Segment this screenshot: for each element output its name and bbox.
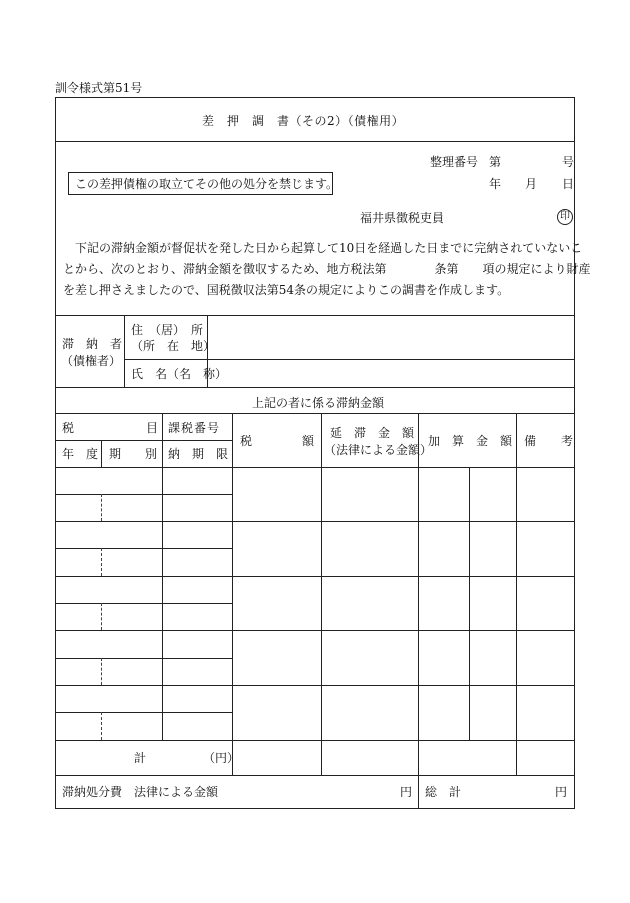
header-tax-item-1: 税 (62, 421, 75, 435)
official-label: 福井県徴税吏員 (360, 211, 445, 225)
dashed-separator (101, 548, 102, 576)
notice-text: この差押債権の取立てその他の処分を禁じます。 (75, 177, 339, 191)
header-delay-1: 延 滞 金 額 (330, 426, 415, 440)
location-label: （所 在 地） (131, 339, 216, 353)
row-line (55, 603, 232, 604)
col-line-remarks (516, 413, 517, 775)
title-divider (55, 141, 575, 142)
debtor-label: 滞 納 者 (62, 337, 123, 351)
statement-line-3: を差し押さえましたので、国税徴収法第54条の規定によりこの調書を作成します。 (63, 283, 510, 297)
col-line-delay (321, 413, 322, 775)
header-tax-amount-1: 税 (240, 434, 253, 448)
form-number: 訓令様式第51号 (55, 81, 143, 95)
header-remarks-2: 考 (561, 434, 574, 448)
address-label: 住 （居） 所 (131, 323, 204, 337)
date-year: 年 (489, 177, 502, 191)
row-group-line (232, 630, 575, 631)
cost-unit: 円 (400, 785, 413, 799)
debtor-sublabel: （債権者） (61, 354, 122, 368)
statement-line-2: とから、次のとおり、滞納金額を徴収するため、地方税法第 条第 項の規定により財産 (63, 262, 591, 276)
row-group-line (232, 576, 575, 577)
statement-line-1: 下記の滞納金額が督促状を発した日から起算して10日を経過した日までに完納されていないこ (75, 241, 583, 255)
row-group-line (232, 685, 575, 686)
amount-section-title: 上記の者に係る滞納金額 (252, 396, 385, 410)
cost-label: 滞納処分費 法律による金額 (62, 785, 219, 799)
header-delay-2: （法律による金額） (324, 443, 433, 457)
row-line (55, 712, 232, 713)
date-month: 月 (525, 177, 538, 191)
row-group-line (232, 521, 575, 522)
page-title: 差 押 調 書（その2）（債権用） (202, 114, 405, 128)
debtor-mid-line (124, 359, 575, 360)
row-line (55, 576, 232, 577)
grand-total-label: 総 計 (425, 785, 462, 799)
header-tax-number: 課税番号 (168, 421, 221, 435)
row-line (55, 685, 232, 686)
col-line-addition (418, 413, 419, 809)
total-bottom-line (55, 775, 575, 776)
debtor-top-line (55, 315, 575, 316)
debtor-divider-1 (124, 315, 125, 387)
total-label: 計 (134, 751, 147, 765)
total-top-line (55, 740, 575, 741)
grand-total-unit: 円 (555, 785, 568, 799)
row-line (55, 548, 232, 549)
dashed-separator (101, 658, 102, 685)
date-day: 日 (562, 177, 575, 191)
ref-number-suffix: 号 (562, 155, 575, 169)
col-line-period-header (101, 440, 102, 467)
row-line (55, 494, 232, 495)
col-line-tax-amount (232, 413, 233, 775)
ref-number-prefix: 第 (489, 155, 502, 169)
dashed-separator (101, 712, 102, 740)
header-year: 年 度 (62, 447, 99, 461)
header-addition: 加 算 金 額 (428, 434, 513, 448)
amount-title-bottom (55, 413, 575, 414)
row-line (55, 630, 232, 631)
header-due-date: 納 期 限 (168, 447, 229, 461)
header-bottom-line (55, 467, 575, 468)
row-line (55, 521, 232, 522)
dashed-separator (101, 494, 102, 521)
statement-paragraph (63, 238, 591, 301)
header-tax-amount-2: 額 (302, 434, 315, 448)
dashed-separator (101, 603, 102, 630)
col-line-tax-number (162, 413, 163, 740)
name-label: 氏 名（名 称） (131, 367, 228, 381)
col-line-addition-inner (469, 467, 470, 740)
header-tax-item-2: 目 (146, 421, 159, 435)
seal-mark: 印 (557, 209, 573, 225)
row-line (55, 658, 232, 659)
ref-number-label: 整理番号 (430, 155, 479, 169)
header-mid-line (55, 440, 232, 441)
total-unit: （円） (203, 751, 240, 765)
header-remarks-1: 備 (524, 434, 537, 448)
header-period: 期 別 (109, 447, 158, 461)
amount-title-top (55, 387, 575, 388)
